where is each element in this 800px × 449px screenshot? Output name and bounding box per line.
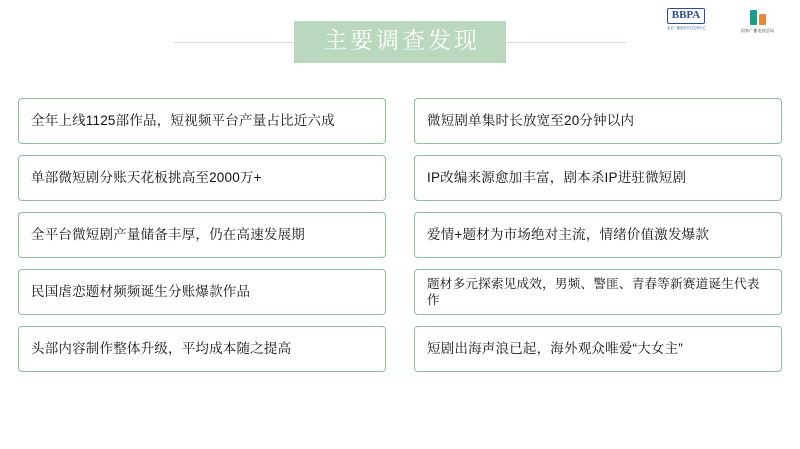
wj-logo-subtitle: 国家广播电视总局 — [741, 28, 775, 33]
finding-text: 题材多元探索见成效，男频、警匪、青春等新赛道诞生代表作 — [427, 276, 760, 307]
finding-card — [18, 212, 386, 258]
finding-card — [18, 269, 386, 315]
finding-text: 微短剧单集时长放宽至20分钟以内 — [427, 113, 635, 129]
finding-card — [414, 155, 782, 201]
page-title: 主要调查发现 — [294, 21, 506, 62]
finding-card — [414, 326, 782, 372]
bbpa-logo-text: BBPA — [671, 9, 701, 21]
wj-logo-bar-orange-icon — [759, 14, 766, 25]
finding-text: 单部微短剧分账天花板挑高至2000万+ — [31, 170, 262, 186]
finding-card — [414, 212, 782, 258]
finding-card — [18, 98, 386, 144]
finding-text: 全平台微短剧产量储备丰厚，仍在高速发展期 — [31, 227, 305, 243]
finding-text: IP改编来源愈加丰富，剧本杀IP进驻微短剧 — [427, 170, 687, 186]
findings-grid — [18, 98, 782, 372]
header-rule-left — [174, 42, 294, 43]
bbpa-logo — [658, 8, 714, 30]
bbpa-logo-mark — [667, 8, 706, 24]
finding-text: 民国虐恋题材频频诞生分账爆款作品 — [31, 284, 251, 300]
wj-logo-mark — [750, 8, 766, 25]
finding-text: 爱情+题材为市场绝对主流，情绪价值激发爆款 — [427, 227, 710, 243]
wj-logo-bar-teal-icon — [750, 10, 757, 25]
wj-logo — [730, 8, 786, 34]
finding-text: 头部内容制作整体升级，平均成本随之提高 — [31, 341, 292, 357]
finding-card — [18, 155, 386, 201]
finding-card — [414, 98, 782, 144]
finding-text: 全年上线1125部作品，短视频平台产量占比近六成 — [31, 113, 335, 129]
bbpa-logo-subtitle: 北京广播电视节目交易中心 — [666, 26, 706, 30]
logo-group — [658, 8, 786, 34]
header-rule-right — [506, 42, 626, 43]
finding-card — [18, 326, 386, 372]
finding-card — [414, 269, 782, 315]
finding-text: 短剧出海声浪已起，海外观众唯爱“大女主” — [427, 341, 683, 357]
